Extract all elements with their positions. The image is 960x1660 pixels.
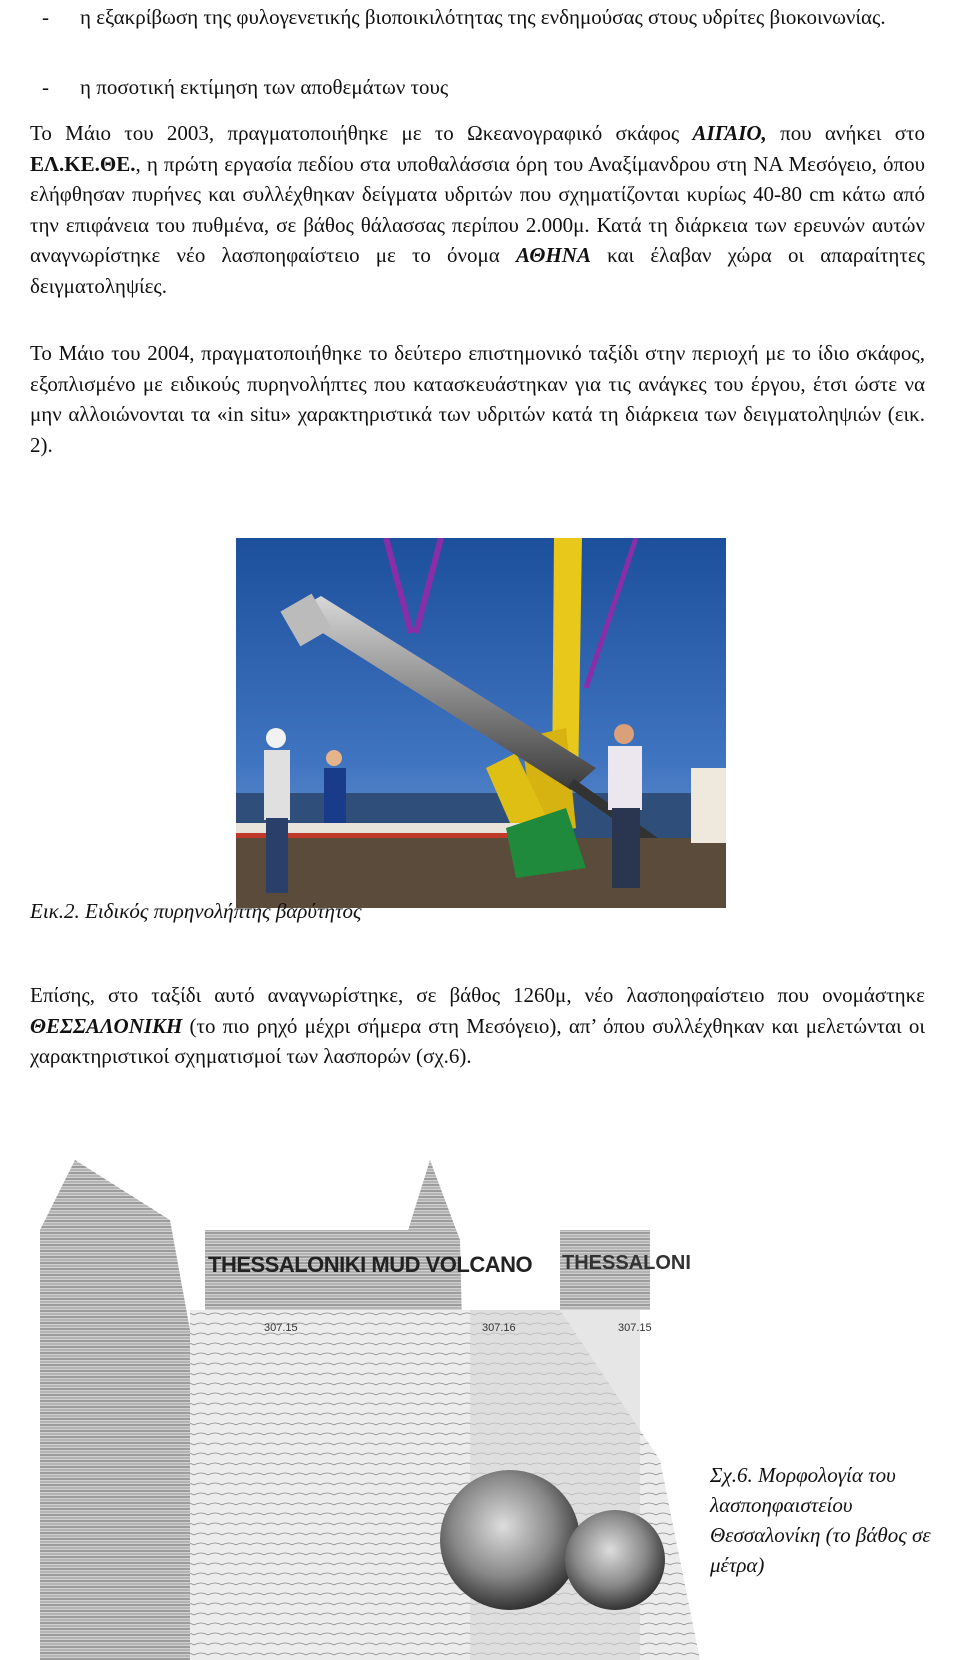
bullet-text: η εξακρίβωση της φυλογενετικής βιοποικιλότητας της ενδημούσας στους υδρίτες βιοκοινωνίας.: [80, 5, 886, 29]
bullet-item-estimation: [30, 72, 930, 102]
text-run: και έλαβαν χώρα οι απαραίτητες δειγματοληψίες.: [30, 243, 925, 298]
volcano-name-athina: ΑΘΗΝΑ: [515, 243, 591, 267]
bullet-text: η ποσοτική εκτίμηση των αποθεμάτων τους: [80, 75, 449, 99]
paragraph-thessaloniki-volcano: [30, 980, 925, 1072]
bullet-item-phylogenetic: [30, 2, 930, 62]
figure-6-caption: Σχ.6. Μορφολογία του λασποηφαιστείου Θεσσαλονίκη (το βάθος σε μέτρα): [710, 1463, 931, 1577]
org-name: ΕΛ.ΚΕ.ΘΕ.: [30, 151, 136, 176]
fig6-banner-side: THESSALONI: [562, 1252, 691, 1274]
photo-illustration: [236, 538, 726, 908]
text-run: Επίσης, στο ταξίδι αυτό αναγνωρίστηκε, σε βάθος 1260μ, νέο λασποηφαίστειο που ονομάστηκε: [30, 983, 925, 1007]
text-run: , η πρώτη εργασία πεδίου στα υποθαλάσσια όρη του Αναξίμανδρου στη ΝΑ Μεσόγειο, όπου ελήφθησαν πυρήνες και συλλέχθηκαν δείγματα υδριτών που σχηματίζονται κυρίως 40-80 cm κάτω από την επιφάνεια του πυθμένα, σε βάθος θάλασσας περίπου 2.000μ. Κατά τη διάρκεια των ερευνών αυτών αναγνωρίστηκε νέο λασποηφαίστειο με το όνομα: [30, 151, 925, 267]
text-run: (το πιο ρηχό μέχρι σήμερα στη Μεσόγειο), απ’ όπου συλλέχθηκαν και μελετώνται οι χαρακτηριστικοί σχηματισμοί των λασπορών (σχ.6).: [30, 1013, 925, 1068]
mud-volcano-morphology-figure: [40, 1160, 700, 1660]
bullet-dash: -: [42, 75, 49, 99]
bathymetry-illustration: [40, 1160, 700, 1660]
fig6-line-label: 307.16: [482, 1322, 516, 1334]
paragraph-2004-expedition: Το Μάιο του 2004, πραγματοποιήθηκε το δεύτερο επιστημονικό ταξίδι στην περιοχή με το ίδιο σκάφος, εξοπλισμένο με ειδικούς πυρηνολήπτες που κατασκευάστηκαν για τις ανάγκες του έργου, έτσι ώστε να μην αλλοιώνονται τα «in situ» χαρακτηριστικά των υδριτών κατά τη διάρκεια των δειγματοληψιών (εικ. 2).: [30, 341, 925, 457]
bullet-dash: -: [42, 5, 49, 29]
fig6-line-label: 307.15: [618, 1322, 652, 1334]
ship-name: ΑΙΓΑΙΟ,: [692, 121, 767, 145]
volcano-name-thessaloniki: ΘΕΣΣΑΛΟΝΙΚΗ: [30, 1013, 183, 1038]
gravity-corer-photo: [236, 538, 726, 908]
fig6-line-label: 307.15: [264, 1322, 298, 1334]
text-run: που ανήκει στο: [766, 121, 925, 145]
figure-2-caption: Εικ.2. Ειδικός πυρηνολήπτης βαρύτητος: [30, 899, 362, 923]
text-run: Το Μάιο του 2003, πραγματοποιήθηκε με το Ωκεανογραφικό σκάφος: [30, 121, 693, 145]
fig6-banner-main: THESSALONIKI MUD VOLCANO: [208, 1252, 533, 1277]
paragraph-2003-expedition: [30, 118, 925, 301]
